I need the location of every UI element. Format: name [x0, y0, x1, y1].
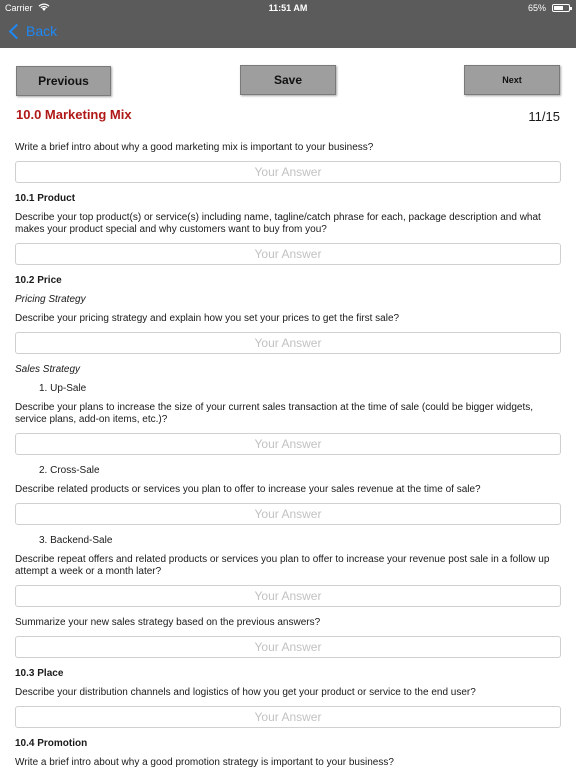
subheading-sales-strategy: Sales Strategy	[15, 364, 81, 375]
back-button[interactable]	[8, 23, 57, 39]
answer-crosssale[interactable]	[15, 503, 561, 525]
question-pricing: Describe your pricing strategy and explain how you set your prices to get the first sale?	[15, 313, 400, 324]
heading-product: 10.1 Product	[15, 193, 76, 204]
answer-backend[interactable]	[15, 585, 561, 607]
question-promotion: Write a brief intro about why a good promotion strategy is important to your business?	[15, 757, 394, 768]
previous-button[interactable]: Previous	[16, 66, 111, 96]
question-upsale: Describe your plans to increase the size of your current sales transaction at the time of sale (could be bigger widgets, service plans, add-on items, etc.)?	[15, 402, 534, 425]
list-item-crosssale: 2. Cross-Sale	[39, 465, 100, 476]
battery-icon	[552, 4, 570, 12]
save-button[interactable]: Save	[240, 65, 336, 95]
question-summary: Summarize your new sales strategy based on the previous answers?	[15, 617, 321, 628]
subheading-pricing-strategy: Pricing Strategy	[15, 294, 86, 305]
form	[15, 142, 561, 776]
question-place: Describe your distribution channels and logistics of how you get your product or service to the end user?	[15, 687, 476, 698]
answer-product[interactable]	[15, 243, 561, 265]
navigation-bar	[0, 18, 576, 48]
list-item-upsale: 1. Up-Sale	[39, 383, 87, 394]
chevron-left-icon	[9, 23, 25, 39]
next-button[interactable]: Next	[464, 65, 560, 95]
list-item-backend: 3. Backend-Sale	[39, 535, 113, 546]
answer-pricing[interactable]	[15, 332, 561, 354]
page-counter: 11/15	[528, 109, 560, 124]
page-title: 10.0 Marketing Mix	[16, 107, 132, 122]
heading-place: 10.3 Place	[15, 668, 64, 679]
answer-upsale[interactable]	[15, 433, 561, 455]
battery-percent: 65%	[527, 3, 546, 13]
carrier-label: Carrier	[5, 3, 33, 13]
answer-intro[interactable]	[15, 161, 561, 183]
battery-fill	[554, 6, 563, 10]
question-crosssale: Describe related products or services you plan to offer to increase your sales revenue at the time of sale?	[15, 484, 481, 495]
answer-place[interactable]	[15, 706, 561, 728]
answer-summary[interactable]	[15, 636, 561, 658]
question-intro: Write a brief intro about why a good marketing mix is important to your business?	[15, 142, 374, 153]
status-bar	[0, 0, 576, 18]
question-backend: Describe repeat offers and related products or services you plan to offer to increase your revenue post sale in a follow up attempt a week or a month later?	[15, 554, 550, 577]
question-product: Describe your top product(s) or service(s) including name, tagline/catch phrase for each, package description and what makes your product special and why customers want to buy from you?	[15, 212, 541, 235]
heading-price: 10.2 Price	[15, 275, 62, 286]
back-label: Back	[26, 23, 58, 39]
heading-promotion: 10.4 Promotion	[15, 738, 88, 749]
status-time: 11:51 AM	[268, 3, 308, 13]
